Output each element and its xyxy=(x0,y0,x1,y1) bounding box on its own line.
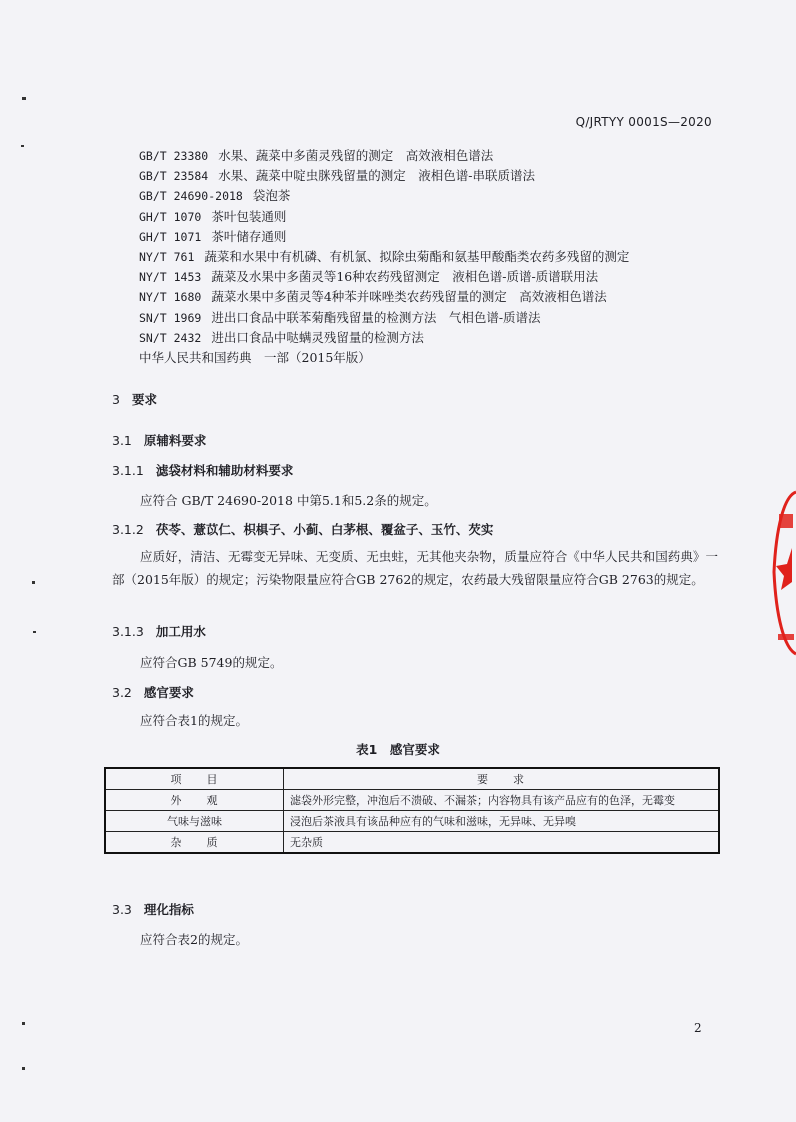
reference-item xyxy=(139,267,629,287)
reference-title: 水果、蔬菜中啶虫脒残留量的测定 液相色谱-串联质谱法 xyxy=(218,168,535,184)
reference-title: 蔬菜水果中多菌灵等4种苯并咪唑类农药残留量的测定 高效液相色谱法 xyxy=(211,289,607,305)
section-3-3-text: 应符合表2的规定。 xyxy=(140,932,248,947)
reference-title: 进出口食品中哒螨灵残留量的检测方法 xyxy=(211,329,424,345)
reference-title: 蔬菜及水果中多菌灵等16种农药残留测定 液相色谱-质谱-质谱联用法 xyxy=(211,269,599,285)
reference-item xyxy=(139,146,629,166)
table-cell-item: 杂 质 xyxy=(105,832,284,854)
reference-item xyxy=(139,308,629,328)
section-3-1-2-text: 应质好，清洁、无霉变无异味、无变质、无虫蛀，无其他夹杂物，质量应符合《中华人民共和国药典》一部（2015年版）的规定；污染物限量应符合GB 2762的规定，农药最大残留限量应符合GB 2763的规定。 xyxy=(112,549,718,587)
table-cell-requirement: 滤袋外形完整，冲泡后不溃破、不漏茶；内容物具有该产品应有的色泽，无霉变 xyxy=(284,790,720,811)
table-row xyxy=(105,832,719,854)
table-cell-requirement: 无杂质 xyxy=(284,832,720,854)
scan-speck xyxy=(22,1022,25,1025)
reference-code: GH/T 1071 xyxy=(139,229,202,244)
scan-speck xyxy=(22,97,26,100)
section-3-1-1-text: 应符合 GB/T 24690-2018 中第5.1和5.2条的规定。 xyxy=(140,493,437,508)
reference-code: NY/T 1680 xyxy=(139,290,202,305)
reference-code: NY/T 1453 xyxy=(139,270,202,285)
sensory-requirements-table xyxy=(104,767,720,854)
reference-item xyxy=(139,166,629,186)
section-3-1-3-text: 应符合GB 5749的规定。 xyxy=(140,655,283,670)
reference-code: NY/T 761 xyxy=(139,249,195,264)
reference-item xyxy=(139,287,629,307)
section-3-1-heading: 3.1 原辅料要求 xyxy=(112,433,207,448)
reference-code: SN/T 2432 xyxy=(139,330,202,345)
table-row xyxy=(105,790,719,811)
section-3-1-3-heading: 3.1.3 加工用水 xyxy=(112,624,206,639)
table-cell-item: 气味与滋味 xyxy=(105,811,284,832)
reference-title: 茶叶储存通则 xyxy=(211,228,287,244)
scan-speck xyxy=(22,1067,25,1070)
table-cell-item: 外 观 xyxy=(105,790,284,811)
section-3-2-text: 应符合表1的规定。 xyxy=(140,713,248,728)
scan-speck xyxy=(32,581,35,584)
reference-item xyxy=(139,348,629,368)
table-header-requirement: 要 求 xyxy=(284,768,720,790)
table-header-item: 项 目 xyxy=(105,768,284,790)
reference-item xyxy=(139,247,629,267)
reference-code: GH/T 1070 xyxy=(139,209,202,224)
reference-item xyxy=(139,227,629,247)
section-3-heading: 3 要求 xyxy=(112,392,157,407)
scan-speck xyxy=(21,145,24,147)
section-3-1-1-heading: 3.1.1 滤袋材料和辅助材料要求 xyxy=(112,463,294,478)
reference-title: 中华人民共和国药典 一部（2015年版） xyxy=(139,349,371,365)
reference-title: 茶叶包装通则 xyxy=(211,208,287,224)
reference-item xyxy=(139,186,629,206)
reference-code: GB/T 23584 xyxy=(139,169,209,184)
reference-title: 进出口食品中联苯菊酯残留量的检测方法 气相色谱-质谱法 xyxy=(211,309,541,325)
table-cell-requirement: 浸泡后茶液具有该品种应有的气味和滋味，无异味、无异嗅 xyxy=(284,811,720,832)
section-3-2-heading: 3.2 感官要求 xyxy=(112,685,194,700)
page-number: 2 xyxy=(694,1021,702,1035)
table-row xyxy=(105,811,719,832)
reference-title: 水果、蔬菜中多菌灵残留的测定 高效液相色谱法 xyxy=(218,148,494,163)
reference-list xyxy=(139,146,629,368)
reference-code: GB/T 24690-2018 xyxy=(139,189,243,204)
reference-item xyxy=(139,207,629,227)
scan-speck xyxy=(33,631,36,633)
table-1-title: 表1 感官要求 xyxy=(356,742,440,757)
reference-code: GB/T 23380 xyxy=(139,149,209,163)
section-3-3-heading: 3.3 理化指标 xyxy=(112,902,194,917)
section-3-1-2-heading: 3.1.2 茯苓、薏苡仁、枳椇子、小蓟、白茅根、覆盆子、玉竹、芡实 xyxy=(112,522,494,537)
standard-code: Q/JRTYY 0001S—2020 xyxy=(575,115,712,129)
official-seal-icon xyxy=(770,488,796,658)
table-header-row xyxy=(105,768,719,790)
reference-item xyxy=(139,328,629,348)
reference-code: SN/T 1969 xyxy=(139,310,202,325)
reference-title: 蔬菜和水果中有机磷、有机氯、拟除虫菊酯和氨基甲酸酯类农药多残留的测定 xyxy=(204,248,630,264)
reference-title: 袋泡茶 xyxy=(252,188,291,204)
